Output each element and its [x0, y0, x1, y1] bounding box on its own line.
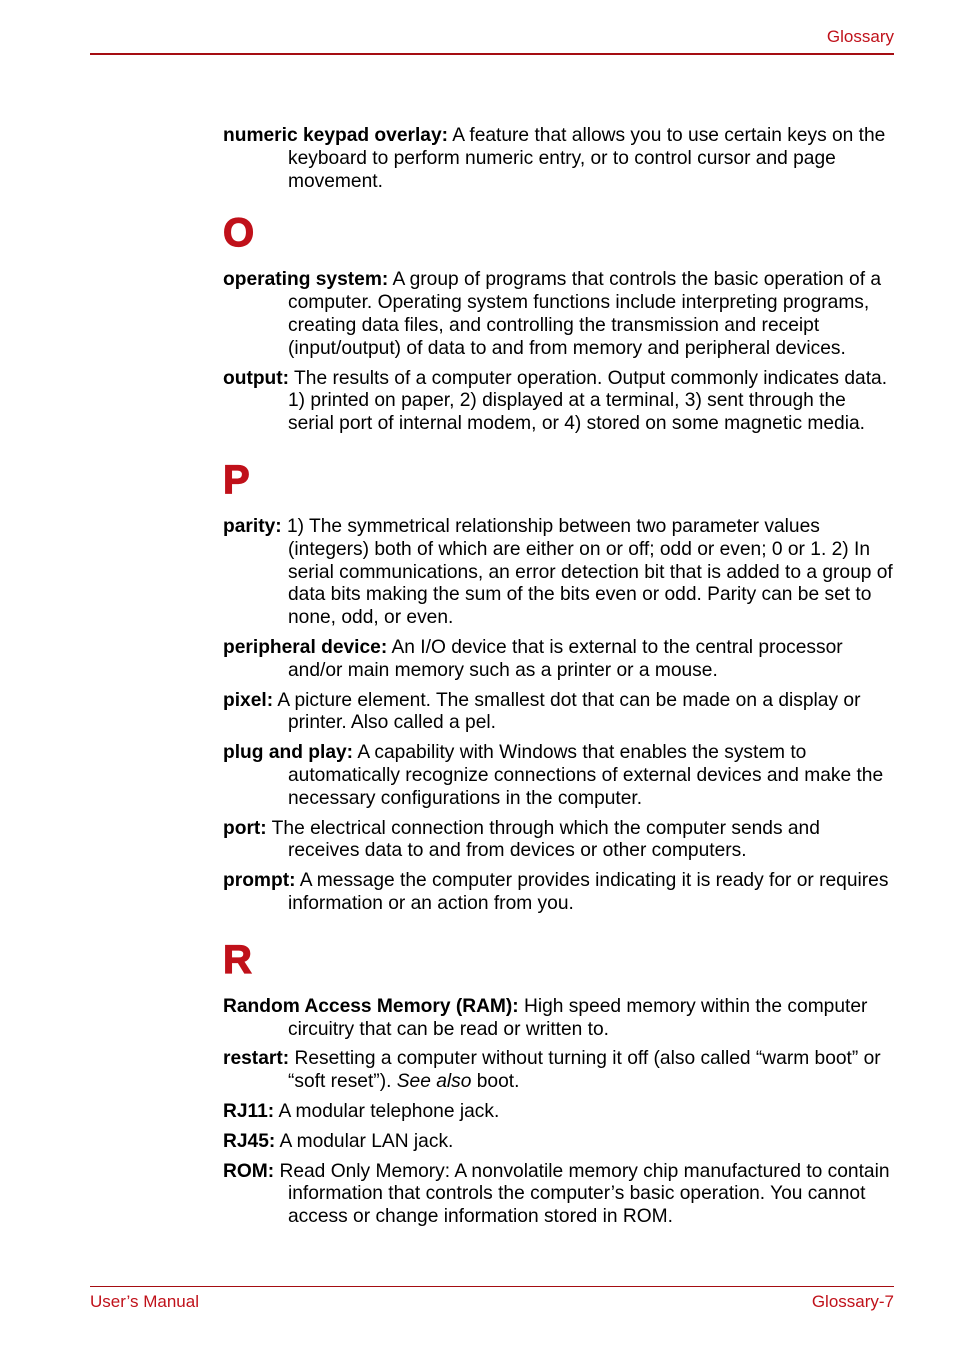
entry-definition: A picture element. The smallest dot that can be made on a display or printer. Also called a pel.	[273, 689, 861, 734]
glossary-entry-rj11	[223, 1101, 895, 1124]
entry-term: pixel:	[223, 689, 274, 711]
glossary-entry-peripheral-device	[223, 637, 895, 683]
glossary-content	[223, 125, 895, 1236]
glossary-entry-numeric-keypad-overlay	[223, 125, 895, 193]
footer-page-number: Glossary-7	[811, 1292, 894, 1311]
header-title: Glossary	[826, 27, 894, 46]
section-letter-r: R	[223, 937, 252, 982]
entry-definition: A message the computer provides indicating it is ready for or requires information or an action from you.	[288, 870, 889, 914]
entry-term: RJ11:	[223, 1100, 275, 1122]
entry-definition: 1) The symmetrical relationship between two parameter values (integers) both of which are either on or off; odd or even; 0 or 1. 2) In serial communications, an error detection bit that is added to a group of data bits making the sum of the bits even or odd. Parity can be set to none, odd, or even.	[281, 515, 893, 629]
glossary-entry-ram	[223, 996, 895, 1042]
entry-term: parity:	[223, 515, 282, 537]
entry-definition: Read Only Memory: A nonvolatile memory chip manufactured to contain information that controls the computer’s basic operation. You cannot access or change information stored in ROM.	[274, 1160, 890, 1228]
entry-term: output:	[223, 367, 290, 389]
entry-definition: An I/O device that is external to the central processor and/or main memory such as a printer or a mouse.	[288, 636, 843, 681]
glossary-entry-operating-system	[223, 269, 895, 360]
glossary-entry-pixel	[223, 690, 895, 736]
glossary-entry-parity	[223, 516, 895, 630]
entry-definition: A modular telephone jack.	[274, 1100, 500, 1122]
see-also-reference: See also	[396, 1071, 472, 1093]
footer-manual-title: User’s Manual	[90, 1292, 199, 1311]
glossary-entry-output	[223, 368, 895, 436]
entry-definition: A feature that allows you to use certain keys on the keyboard to perform numeric entry, or to control cursor and page movement.	[288, 125, 886, 192]
entry-term: port:	[223, 817, 267, 839]
entry-term: operating system:	[223, 269, 389, 291]
entry-term: prompt:	[223, 870, 296, 892]
entry-definition: The results of a computer operation. Output commonly indicates data. 1) printed on paper, 2) displayed at a terminal, 3) sent through the serial port of internal modem, or 4) stored on some magnetic media.	[288, 367, 888, 435]
glossary-entry-port	[223, 818, 895, 864]
entry-definition-tail: boot.	[471, 1071, 520, 1093]
header-rule	[90, 53, 894, 55]
entry-term: Random Access Memory (RAM):	[223, 995, 519, 1017]
glossary-entry-rom	[223, 1161, 895, 1229]
footer-rule	[90, 1286, 894, 1287]
entry-term: ROM:	[223, 1160, 275, 1182]
entry-term: restart:	[223, 1048, 290, 1070]
glossary-entry-rj45	[223, 1131, 895, 1154]
section-letter-o: O	[223, 211, 255, 256]
entry-term: RJ45:	[223, 1130, 276, 1152]
entry-definition: A modular LAN jack.	[275, 1130, 454, 1152]
glossary-entry-restart	[223, 1048, 895, 1094]
entry-definition: A capability with Windows that enables the system to automatically recognize connections of external devices and make the necessary configurations in the computer.	[288, 742, 884, 809]
entry-term: plug and play:	[223, 742, 354, 764]
glossary-entry-plug-and-play	[223, 742, 895, 810]
entry-term: numeric keypad overlay:	[223, 125, 449, 146]
entry-definition: High speed memory within the computer circuitry that can be read or written to.	[288, 995, 868, 1040]
entry-term: peripheral device:	[223, 636, 388, 658]
entry-definition: Resetting a computer without turning it off (also called “warm boot” or “soft reset”).	[288, 1048, 881, 1093]
glossary-entry-prompt	[223, 870, 895, 916]
section-letter-p: P	[223, 457, 250, 502]
entry-definition: A group of programs that controls the basic operation of a computer. Operating system functions include interpreting programs, creating data files, and controlling the transmission and receipt (input/output) of data to and from memory and peripheral devices.	[288, 269, 882, 359]
entry-definition: The electrical connection through which the computer sends and receives data to and from devices or other computers.	[266, 817, 820, 862]
